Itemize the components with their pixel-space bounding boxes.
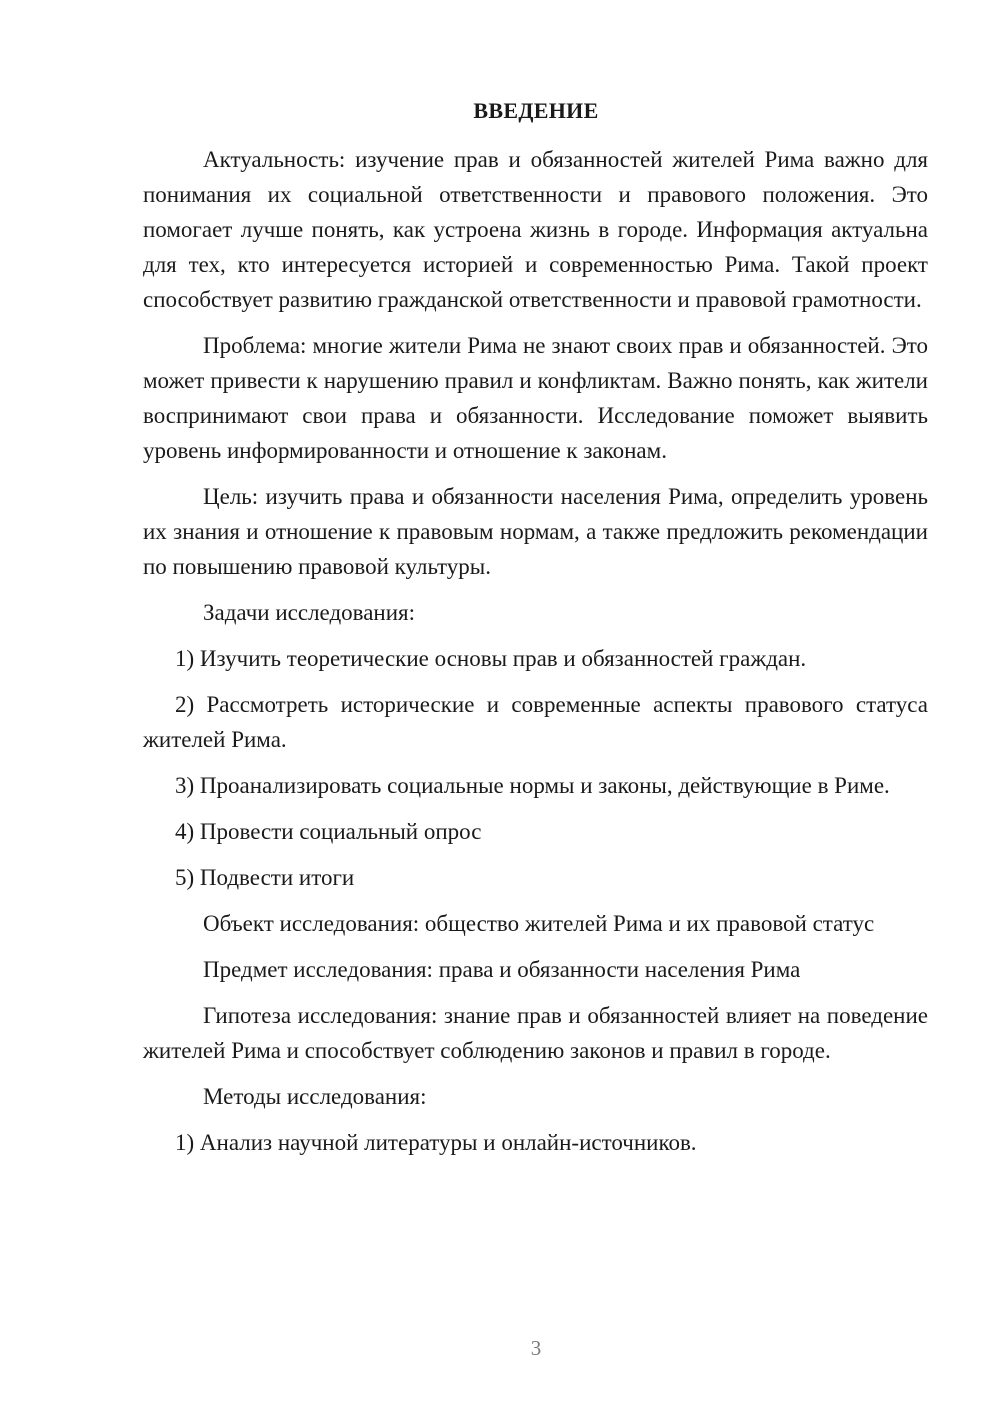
relevance-paragraph: Актуальность: изучение прав и обязанностей жителей Рима важно для понимания их социальной ответственности и правового положения. Это помогает лучше понять, как устроена жизнь в городе. Информация актуальна для тех, кто интересуется историей и современностью Рима. Такой проект способствует развитию гражданской ответственности и правовой грамотности. bbox=[143, 147, 928, 312]
task-item: 4) Провести социальный опрос bbox=[175, 819, 482, 844]
method-item: 1) Анализ научной литературы и онлайн-источников. bbox=[175, 1130, 697, 1155]
task-item: 3) Проанализировать социальные нормы и законы, действующие в Риме. bbox=[175, 773, 890, 798]
page-number: 3 bbox=[530, 1336, 542, 1360]
task-item: 1) Изучить теоретические основы прав и обязанностей граждан. bbox=[175, 646, 807, 671]
section-heading: ВВЕДЕНИЕ bbox=[473, 98, 599, 123]
methods-title: Методы исследования: bbox=[203, 1084, 427, 1109]
goal-paragraph: Цель: изучить права и обязанности населения Рима, определить уровень их знания и отношение к правовым нормам, а также предложить рекомендации по повышению правовой культуры. bbox=[143, 484, 928, 579]
document-body bbox=[143, 142, 928, 1160]
task-item: 5) Подвести итоги bbox=[175, 865, 355, 890]
subject-paragraph: Предмет исследования: права и обязанности населения Рима bbox=[203, 957, 801, 982]
problem-paragraph: Проблема: многие жители Рима не знают своих прав и обязанностей. Это может привести к нарушению правил и конфликтам. Важно понять, как жители воспринимают свои права и обязанности. Исследование поможет выявить уровень информированности и отношение к законам. bbox=[143, 333, 928, 463]
tasks-title: Задачи исследования: bbox=[203, 600, 416, 625]
task-item: 2) Рассмотреть исторические и современные аспекты правового статуса жителей Рима. bbox=[143, 692, 928, 752]
hypothesis-paragraph: Гипотеза исследования: знание прав и обязанностей влияет на поведение жителей Рима и способствует соблюдению законов и правил в городе. bbox=[143, 1003, 928, 1063]
object-paragraph: Объект исследования: общество жителей Рима и их правовой статус bbox=[203, 911, 875, 936]
